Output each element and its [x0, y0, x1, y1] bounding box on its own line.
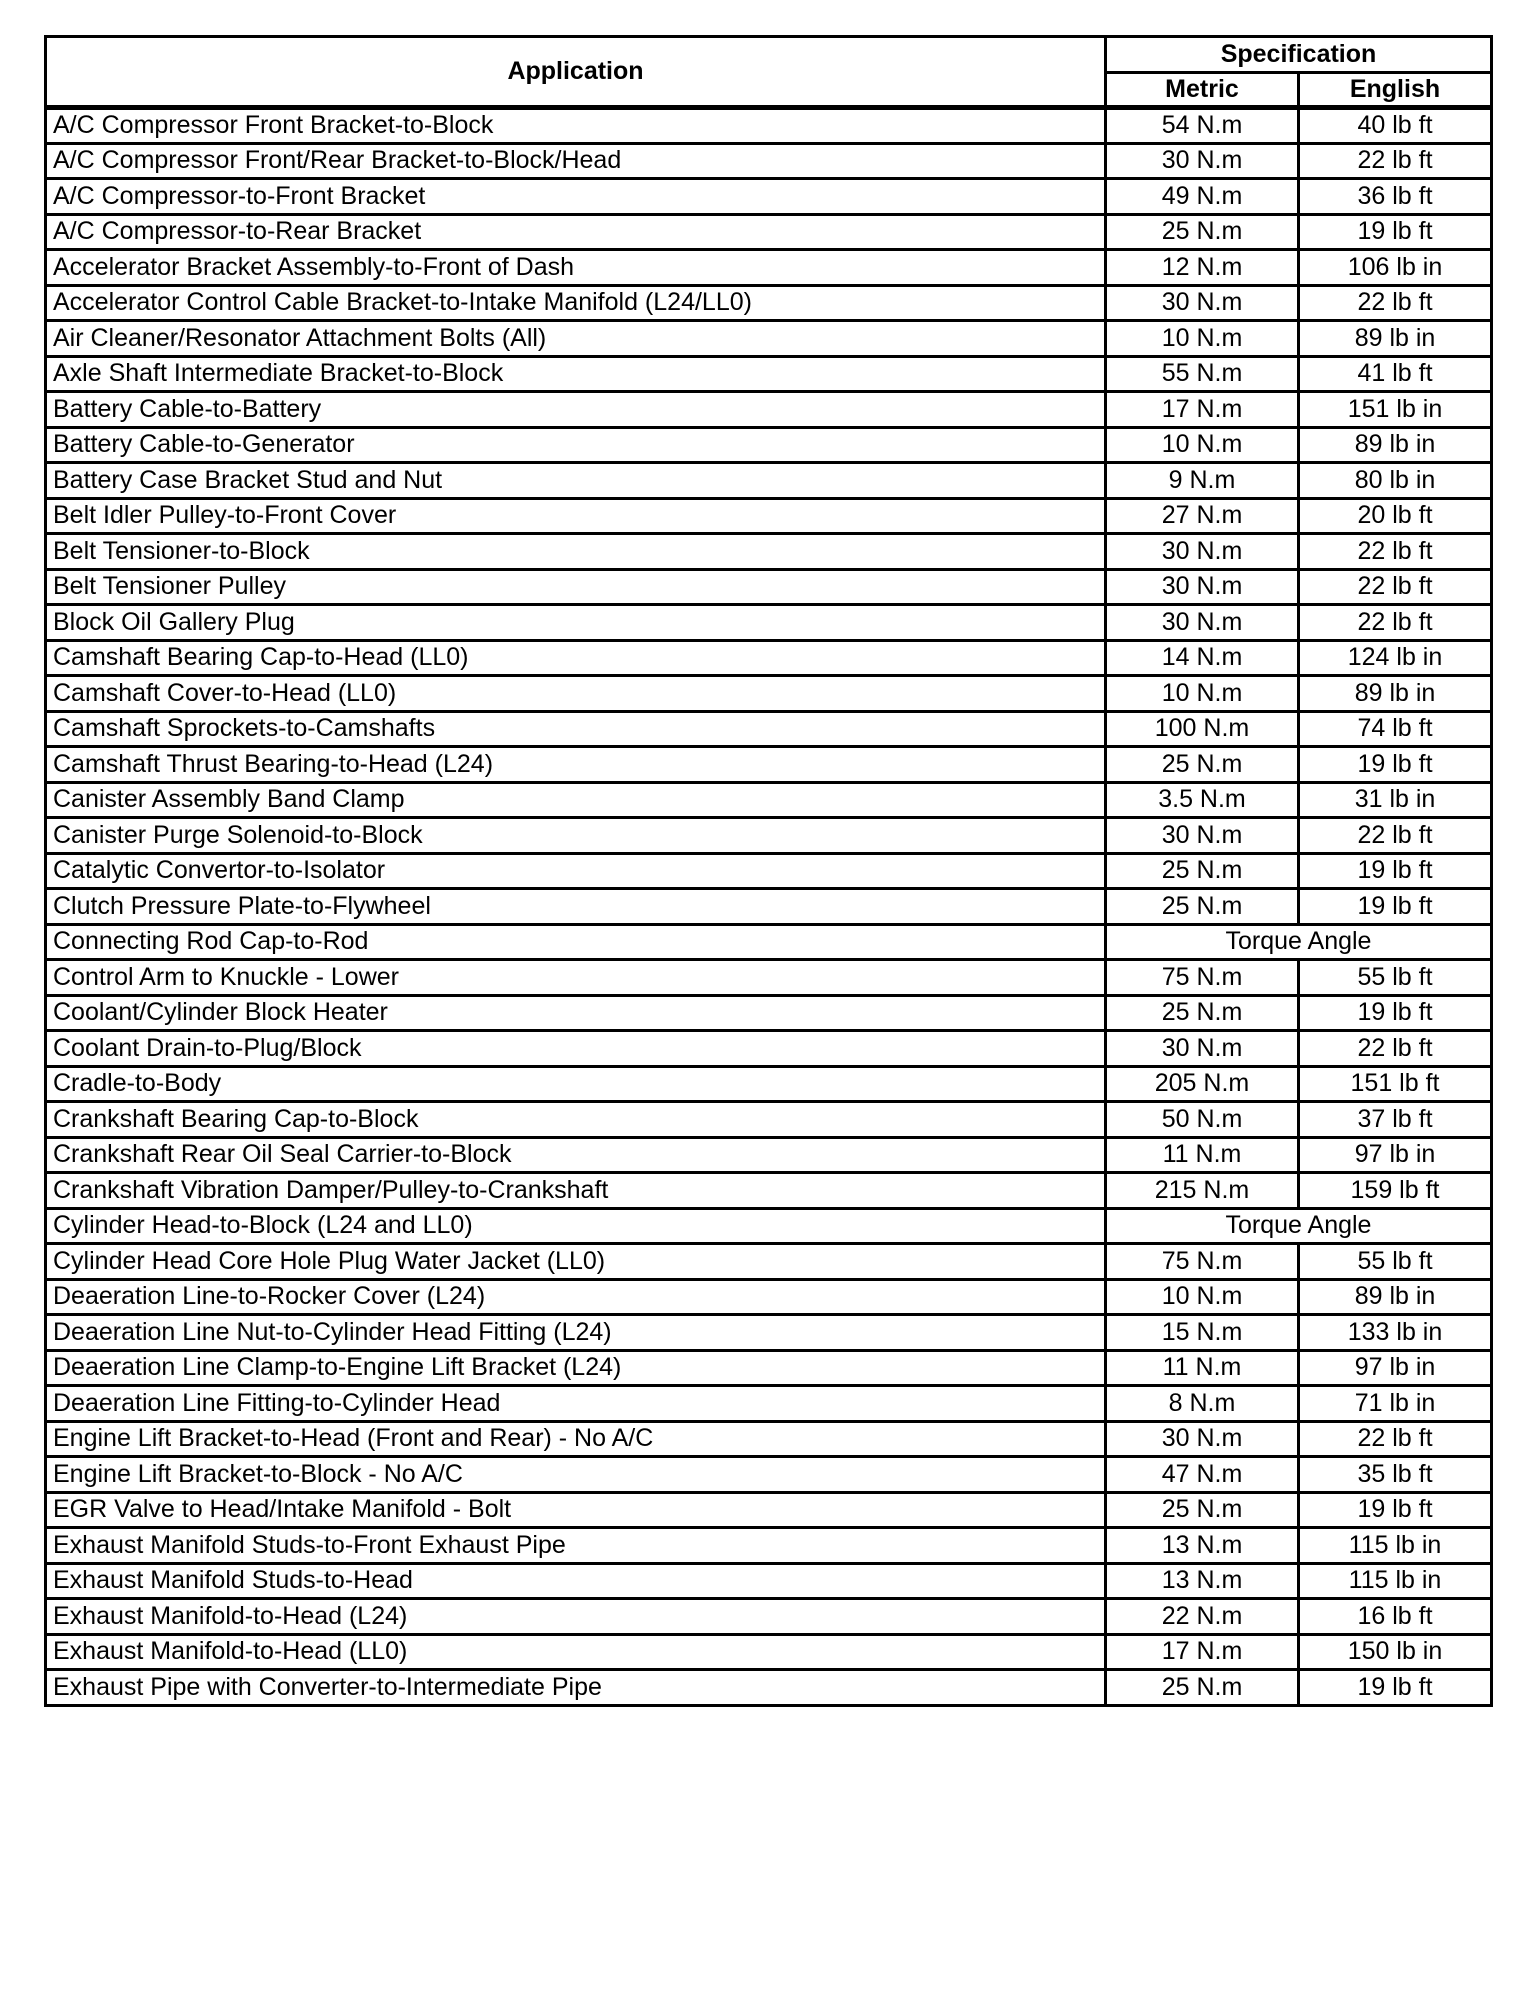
table-row [46, 285, 1492, 321]
table-row [46, 853, 1492, 889]
english-cell: 19 lb ft [1299, 214, 1492, 250]
table-row [46, 534, 1492, 570]
application-cell: Canister Purge Solenoid-to-Block [46, 818, 1106, 854]
english-cell: 19 lb ft [1299, 853, 1492, 889]
english-cell: 22 lb ft [1299, 534, 1492, 570]
metric-cell: 25 N.m [1106, 995, 1299, 1031]
application-cell: Battery Cable-to-Battery [46, 392, 1106, 428]
table-row [46, 250, 1492, 286]
application-cell: Axle Shaft Intermediate Bracket-to-Block [46, 356, 1106, 392]
application-cell: Exhaust Manifold-to-Head (LL0) [46, 1634, 1106, 1670]
english-cell: 40 lb ft [1299, 108, 1492, 144]
metric-cell: 9 N.m [1106, 463, 1299, 499]
table-row [46, 782, 1492, 818]
torque-spec-table [44, 35, 1493, 1707]
english-cell: 22 lb ft [1299, 1421, 1492, 1457]
english-cell: 150 lb in [1299, 1634, 1492, 1670]
table-row [46, 1670, 1492, 1706]
english-cell: 22 lb ft [1299, 1031, 1492, 1067]
table-row [46, 1457, 1492, 1493]
table-row [46, 640, 1492, 676]
application-cell: Camshaft Sprockets-to-Camshafts [46, 711, 1106, 747]
table-row [46, 1244, 1492, 1280]
metric-cell: 50 N.m [1106, 1102, 1299, 1138]
table-row [46, 1350, 1492, 1386]
table-row [46, 214, 1492, 250]
table-row [46, 960, 1492, 996]
table-row [46, 179, 1492, 215]
table-row [46, 1173, 1492, 1209]
english-cell: 71 lb in [1299, 1386, 1492, 1422]
english-cell: 74 lb ft [1299, 711, 1492, 747]
metric-cell: 13 N.m [1106, 1528, 1299, 1564]
application-cell: Accelerator Control Cable Bracket-to-Intake Manifold (L24/LL0) [46, 285, 1106, 321]
application-cell: Crankshaft Bearing Cap-to-Block [46, 1102, 1106, 1138]
english-cell: 89 lb in [1299, 1279, 1492, 1315]
application-cell: Engine Lift Bracket-to-Head (Front and Rear) - No A/C [46, 1421, 1106, 1457]
metric-cell: 47 N.m [1106, 1457, 1299, 1493]
english-cell: 89 lb in [1299, 676, 1492, 712]
english-cell: 115 lb in [1299, 1563, 1492, 1599]
application-cell: Camshaft Cover-to-Head (LL0) [46, 676, 1106, 712]
metric-cell: 25 N.m [1106, 747, 1299, 783]
metric-cell: 25 N.m [1106, 853, 1299, 889]
english-cell: 35 lb ft [1299, 1457, 1492, 1493]
table-row [46, 1492, 1492, 1528]
table-body [46, 108, 1492, 1706]
metric-cell: 49 N.m [1106, 179, 1299, 215]
metric-cell: 13 N.m [1106, 1563, 1299, 1599]
application-cell: Exhaust Manifold Studs-to-Front Exhaust Pipe [46, 1528, 1106, 1564]
application-cell: Air Cleaner/Resonator Attachment Bolts (All) [46, 321, 1106, 357]
metric-cell: 55 N.m [1106, 356, 1299, 392]
header-english: English [1299, 72, 1492, 108]
english-cell: 159 lb ft [1299, 1173, 1492, 1209]
table-row [46, 605, 1492, 641]
table-row [46, 1528, 1492, 1564]
spec-merged-cell: Torque Angle [1106, 1208, 1492, 1244]
english-cell: 22 lb ft [1299, 818, 1492, 854]
english-cell: 124 lb in [1299, 640, 1492, 676]
application-cell: Exhaust Pipe with Converter-to-Intermediate Pipe [46, 1670, 1106, 1706]
spec-merged-cell: Torque Angle [1106, 924, 1492, 960]
english-cell: 133 lb in [1299, 1315, 1492, 1351]
english-cell: 41 lb ft [1299, 356, 1492, 392]
application-cell: Deaeration Line Clamp-to-Engine Lift Bracket (L24) [46, 1350, 1106, 1386]
metric-cell: 17 N.m [1106, 392, 1299, 428]
header-row-top [46, 37, 1492, 73]
table-row [46, 1208, 1492, 1244]
metric-cell: 30 N.m [1106, 1031, 1299, 1067]
metric-cell: 25 N.m [1106, 214, 1299, 250]
table-row [46, 1315, 1492, 1351]
table-row [46, 1031, 1492, 1067]
table-row [46, 676, 1492, 712]
application-cell: Camshaft Bearing Cap-to-Head (LL0) [46, 640, 1106, 676]
metric-cell: 30 N.m [1106, 534, 1299, 570]
table-row [46, 1563, 1492, 1599]
application-cell: A/C Compressor Front Bracket-to-Block [46, 108, 1106, 144]
english-cell: 115 lb in [1299, 1528, 1492, 1564]
english-cell: 97 lb in [1299, 1350, 1492, 1386]
english-cell: 19 lb ft [1299, 747, 1492, 783]
table-row [46, 924, 1492, 960]
application-cell: Camshaft Thrust Bearing-to-Head (L24) [46, 747, 1106, 783]
torque-spec-document [44, 35, 1490, 1707]
table-row [46, 1599, 1492, 1635]
application-cell: Crankshaft Rear Oil Seal Carrier-to-Block [46, 1137, 1106, 1173]
english-cell: 37 lb ft [1299, 1102, 1492, 1138]
application-cell: Deaeration Line-to-Rocker Cover (L24) [46, 1279, 1106, 1315]
metric-cell: 10 N.m [1106, 427, 1299, 463]
application-cell: Deaeration Line Nut-to-Cylinder Head Fitting (L24) [46, 1315, 1106, 1351]
metric-cell: 25 N.m [1106, 1670, 1299, 1706]
english-cell: 22 lb ft [1299, 569, 1492, 605]
header-specification: Specification [1106, 37, 1492, 73]
application-cell: Battery Case Bracket Stud and Nut [46, 463, 1106, 499]
table-row [46, 392, 1492, 428]
metric-cell: 30 N.m [1106, 605, 1299, 641]
english-cell: 80 lb in [1299, 463, 1492, 499]
application-cell: Clutch Pressure Plate-to-Flywheel [46, 889, 1106, 925]
english-cell: 31 lb in [1299, 782, 1492, 818]
table-row [46, 108, 1492, 144]
metric-cell: 30 N.m [1106, 143, 1299, 179]
table-row [46, 321, 1492, 357]
application-cell: Control Arm to Knuckle - Lower [46, 960, 1106, 996]
metric-cell: 11 N.m [1106, 1137, 1299, 1173]
table-row [46, 1137, 1492, 1173]
table-row [46, 747, 1492, 783]
metric-cell: 205 N.m [1106, 1066, 1299, 1102]
metric-cell: 22 N.m [1106, 1599, 1299, 1635]
table-row [46, 143, 1492, 179]
table-row [46, 498, 1492, 534]
application-cell: Crankshaft Vibration Damper/Pulley-to-Crankshaft [46, 1173, 1106, 1209]
table-row [46, 711, 1492, 747]
english-cell: 97 lb in [1299, 1137, 1492, 1173]
english-cell: 151 lb ft [1299, 1066, 1492, 1102]
table-row [46, 1279, 1492, 1315]
english-cell: 89 lb in [1299, 321, 1492, 357]
table-row [46, 1386, 1492, 1422]
metric-cell: 25 N.m [1106, 1492, 1299, 1528]
metric-cell: 54 N.m [1106, 108, 1299, 144]
application-cell: Canister Assembly Band Clamp [46, 782, 1106, 818]
english-cell: 89 lb in [1299, 427, 1492, 463]
application-cell: Cylinder Head Core Hole Plug Water Jacket (LL0) [46, 1244, 1106, 1280]
table-row [46, 427, 1492, 463]
english-cell: 106 lb in [1299, 250, 1492, 286]
english-cell: 20 lb ft [1299, 498, 1492, 534]
application-cell: Coolant/Cylinder Block Heater [46, 995, 1106, 1031]
metric-cell: 215 N.m [1106, 1173, 1299, 1209]
table-row [46, 569, 1492, 605]
metric-cell: 8 N.m [1106, 1386, 1299, 1422]
metric-cell: 25 N.m [1106, 889, 1299, 925]
application-cell: Battery Cable-to-Generator [46, 427, 1106, 463]
english-cell: 55 lb ft [1299, 960, 1492, 996]
metric-cell: 75 N.m [1106, 960, 1299, 996]
application-cell: Catalytic Convertor-to-Isolator [46, 853, 1106, 889]
metric-cell: 14 N.m [1106, 640, 1299, 676]
english-cell: 19 lb ft [1299, 995, 1492, 1031]
application-cell: A/C Compressor-to-Rear Bracket [46, 214, 1106, 250]
application-cell: Belt Tensioner Pulley [46, 569, 1106, 605]
metric-cell: 30 N.m [1106, 569, 1299, 605]
application-cell: Coolant Drain-to-Plug/Block [46, 1031, 1106, 1067]
application-cell: Exhaust Manifold-to-Head (L24) [46, 1599, 1106, 1635]
metric-cell: 30 N.m [1106, 818, 1299, 854]
application-cell: Belt Tensioner-to-Block [46, 534, 1106, 570]
table-header [46, 37, 1492, 108]
header-metric: Metric [1106, 72, 1299, 108]
application-cell: Cradle-to-Body [46, 1066, 1106, 1102]
table-row [46, 1066, 1492, 1102]
application-cell: EGR Valve to Head/Intake Manifold - Bolt [46, 1492, 1106, 1528]
table-row [46, 889, 1492, 925]
table-row [46, 995, 1492, 1031]
table-row [46, 1421, 1492, 1457]
english-cell: 22 lb ft [1299, 605, 1492, 641]
metric-cell: 10 N.m [1106, 1279, 1299, 1315]
english-cell: 22 lb ft [1299, 143, 1492, 179]
application-cell: A/C Compressor-to-Front Bracket [46, 179, 1106, 215]
application-cell: Connecting Rod Cap-to-Rod [46, 924, 1106, 960]
application-cell: Deaeration Line Fitting-to-Cylinder Head [46, 1386, 1106, 1422]
metric-cell: 30 N.m [1106, 1421, 1299, 1457]
table-row [46, 818, 1492, 854]
english-cell: 19 lb ft [1299, 889, 1492, 925]
english-cell: 19 lb ft [1299, 1492, 1492, 1528]
metric-cell: 3.5 N.m [1106, 782, 1299, 818]
metric-cell: 75 N.m [1106, 1244, 1299, 1280]
english-cell: 36 lb ft [1299, 179, 1492, 215]
english-cell: 151 lb in [1299, 392, 1492, 428]
application-cell: Accelerator Bracket Assembly-to-Front of Dash [46, 250, 1106, 286]
english-cell: 22 lb ft [1299, 285, 1492, 321]
metric-cell: 100 N.m [1106, 711, 1299, 747]
metric-cell: 10 N.m [1106, 321, 1299, 357]
metric-cell: 17 N.m [1106, 1634, 1299, 1670]
metric-cell: 10 N.m [1106, 676, 1299, 712]
table-row [46, 463, 1492, 499]
english-cell: 16 lb ft [1299, 1599, 1492, 1635]
english-cell: 55 lb ft [1299, 1244, 1492, 1280]
application-cell: Cylinder Head-to-Block (L24 and LL0) [46, 1208, 1106, 1244]
metric-cell: 12 N.m [1106, 250, 1299, 286]
table-row [46, 1634, 1492, 1670]
header-application: Application [46, 37, 1106, 108]
metric-cell: 30 N.m [1106, 285, 1299, 321]
table-row [46, 1102, 1492, 1138]
table-row [46, 356, 1492, 392]
application-cell: Belt Idler Pulley-to-Front Cover [46, 498, 1106, 534]
application-cell: Engine Lift Bracket-to-Block - No A/C [46, 1457, 1106, 1493]
english-cell: 19 lb ft [1299, 1670, 1492, 1706]
metric-cell: 11 N.m [1106, 1350, 1299, 1386]
application-cell: Exhaust Manifold Studs-to-Head [46, 1563, 1106, 1599]
application-cell: A/C Compressor Front/Rear Bracket-to-Block/Head [46, 143, 1106, 179]
application-cell: Block Oil Gallery Plug [46, 605, 1106, 641]
metric-cell: 27 N.m [1106, 498, 1299, 534]
metric-cell: 15 N.m [1106, 1315, 1299, 1351]
